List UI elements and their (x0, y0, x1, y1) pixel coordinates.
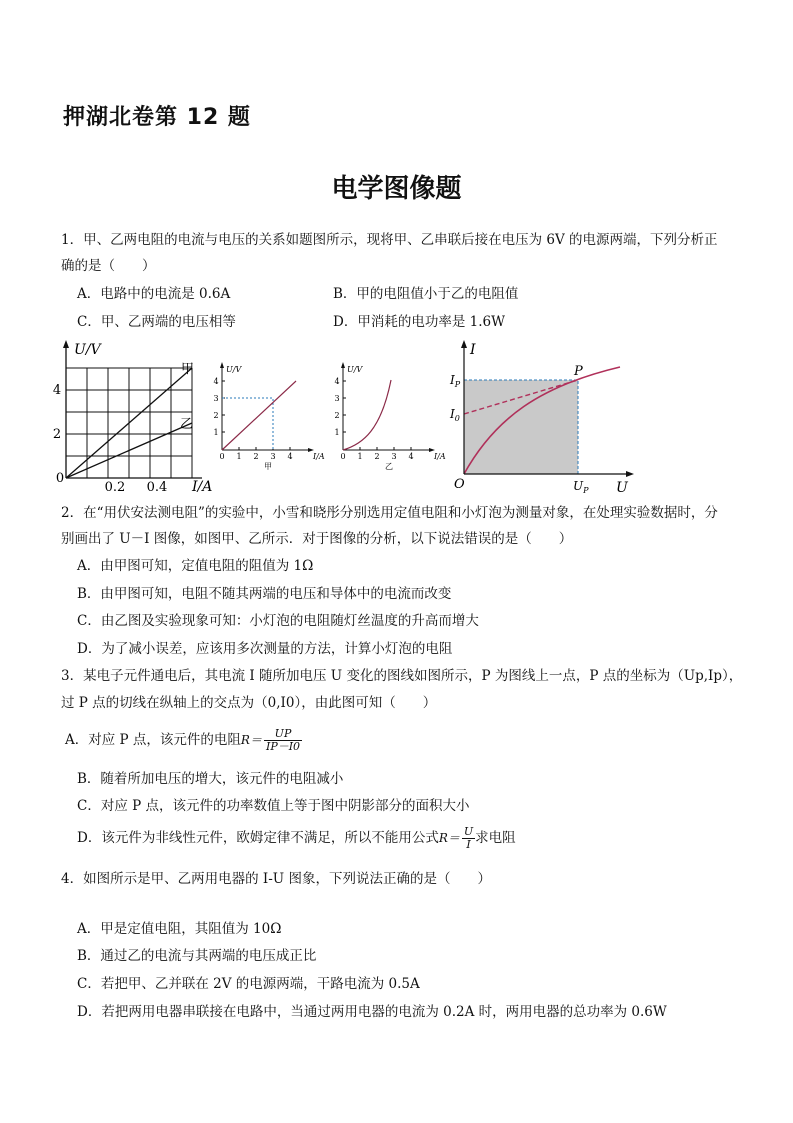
fig2-xlabel: I/A (313, 452, 325, 461)
q3-option-b: B．随着所加电压的增大，该元件的电阻减小 (77, 771, 344, 787)
q2-option-c: C．由乙图及实验现象可知：小灯泡的电阻随灯丝温度的升高而增大 (77, 613, 479, 629)
fig3-xlabel: I/A (434, 452, 446, 461)
q3-option-d-end: 求电阻 (475, 830, 516, 846)
fig3-xtick: 4 (408, 452, 414, 461)
q1-option-c: C．甲、乙两端的电压相等 (77, 314, 236, 330)
q3-option-a-r: R＝ (240, 733, 262, 747)
q1-option-a: A．电路中的电流是 0.6A (77, 286, 231, 302)
fig1-label-yi: 乙 (180, 417, 194, 432)
fig2-ytick: 4 (213, 377, 219, 386)
fig3-ytick: 3 (334, 394, 340, 403)
figure-q2-jia (212, 360, 332, 472)
fig1-ytick-2: 2 (52, 427, 62, 442)
fig4-axis-u: U (616, 480, 628, 496)
q3-option-d (77, 826, 516, 851)
q3-option-d-r: R＝ (438, 831, 460, 845)
q4-option-c: C．若把甲、乙并联在 2V 的电源两端，干路电流为 0.5A (77, 976, 420, 992)
q3-option-a-text: A．对应 P 点，该元件的电阻 (65, 732, 241, 748)
fig2-xtick: 4 (287, 452, 293, 461)
q4-stem-line1: 4．如图所示是甲、乙两用电器的 I-U 图象，下列说法正确的是（ ） (61, 871, 491, 887)
fig4-up-label: $U_P$ (573, 479, 589, 495)
fig1-ylabel: U/V (74, 342, 101, 358)
fig2-ytick: 2 (213, 411, 219, 420)
q1-stem-line1: 1．甲、乙两电阻的电流与电压的关系如题图所示，现将甲、乙串联后接在电压为 6V 的电源两端，下列分析正 (61, 232, 718, 248)
q1-option-d: D．甲消耗的电功率是 1.6W (333, 314, 505, 330)
fig2-ylabel: U/V (226, 365, 242, 374)
header-label: 押湖北卷第 12 题 (63, 105, 251, 130)
fig2-caption: 甲 (264, 462, 272, 471)
q3-option-c: C．对应 P 点，该元件的功率数值上等于图中阴影部分的面积大小 (77, 798, 470, 814)
fig3-xtick: 2 (374, 452, 380, 461)
fig4-ip-label: $I_P$ (450, 373, 461, 389)
q4-option-d: D．若把两用电器串联接在电路中，当通过两用电器的电流为 0.2A 时，两用电器的总功率为 0.6W (77, 1004, 667, 1020)
fig4-i0-label: $I_0$ (450, 407, 460, 423)
figure-q2-yi (333, 360, 453, 472)
shaded-area (464, 380, 578, 474)
q3-option-a-fraction: $\frac{UP}{IP-I0}$ (265, 727, 301, 753)
q4-option-b: B．通过乙的电流与其两端的电压成正比 (77, 948, 317, 964)
fig1-ytick-4: 4 (52, 383, 62, 398)
fig3-xtick: 3 (391, 452, 397, 461)
fig3-xtick: 1 (357, 452, 363, 461)
fig3-caption: 乙 (385, 462, 393, 471)
fig2-xtick: 2 (253, 452, 259, 461)
fig1-xtick-04: 0.4 (146, 480, 168, 495)
fig4-point-p: P (574, 364, 583, 379)
q2-option-d: D．为了减小误差，应该用多次测量的方法，计算小灯泡的电阻 (77, 641, 453, 657)
q4-option-a: A．甲是定值电阻，其阻值为 10Ω (77, 921, 282, 937)
page-title: 电学图像题 (331, 174, 462, 204)
fig2-xtick: 3 (270, 452, 276, 461)
figure-q1-graph (52, 338, 212, 496)
q2-option-a: A．由甲图可知，定值电阻的阻值为 1Ω (77, 558, 314, 574)
fig1-xtick-02: 0.2 (104, 480, 126, 495)
fig2-ytick: 1 (213, 428, 219, 437)
q1-option-b: B．甲的电阻值小于乙的电阻值 (333, 286, 519, 302)
fig3-xtick: 0 (340, 452, 346, 461)
fig3-ytick: 2 (334, 411, 340, 420)
fig3-ytick: 4 (334, 377, 340, 386)
q2-option-b: B．由甲图可知，电阻不随其两端的电压和导体中的电流而改变 (77, 586, 452, 602)
q3-option-a (65, 728, 302, 753)
fig3-ytick: 1 (334, 428, 340, 437)
fig4-axis-i: I (470, 342, 476, 358)
q3-stem-line2: 过 P 点的切线在纵轴上的交点为（0,I0），由此图可知（ ） (61, 695, 437, 711)
fig4-origin: O (454, 477, 465, 492)
fig2-xtick: 1 (236, 452, 242, 461)
q2-stem-line2: 别画出了 U－I 图像，如图甲、乙所示．对于图像的分析，以下说法错误的是（ ） (61, 531, 573, 547)
q1-stem-line2: 确的是（ ） (61, 258, 156, 274)
q3-stem-line1: 3．某电子元件通电后，其电流 I 随所加电压 U 变化的图线如图所示，P 为图线上一点，P 点的坐标为（Up,Ip）， (61, 668, 743, 684)
figure-q3-graph (440, 338, 640, 498)
fig1-ytick-0: 0 (55, 471, 65, 486)
fig3-ylabel: U/V (347, 365, 363, 374)
q3-option-d-text: D．该元件为非线性元件，欧姆定律不满足，所以不能用公式 (77, 830, 439, 846)
fig2-line (222, 381, 296, 450)
fig3-curve (343, 380, 391, 450)
fig2-ytick: 3 (213, 394, 219, 403)
q3-option-d-fraction: $\frac{U}{I}$ (463, 825, 474, 851)
fig1-label-jia: 甲 (181, 362, 195, 377)
fig2-xtick: 0 (219, 452, 225, 461)
fig1-xlabel: I/A (192, 479, 212, 495)
q2-stem-line1: 2．在“用伏安法测电阻”的实验中，小雪和晓彤分别选用定值电阻和小灯泡为测量对象，在处理实验数据时，分 (61, 505, 718, 521)
